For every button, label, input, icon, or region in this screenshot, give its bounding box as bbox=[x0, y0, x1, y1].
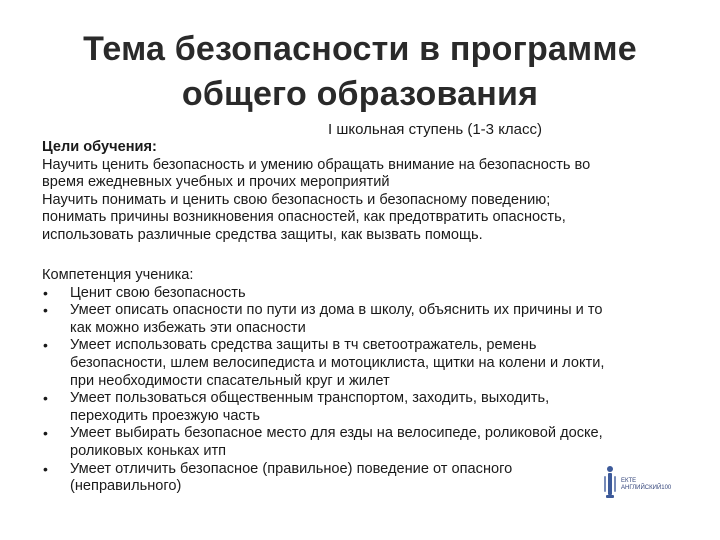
bullet-icon: • bbox=[43, 390, 48, 407]
learning-goals-line: понимать причины возникновения опасностей, как предотвратить опасность, bbox=[42, 209, 566, 226]
learning-goals bbox=[42, 139, 682, 245]
slide-title-line-2: общего образования bbox=[181, 75, 539, 113]
list-item-text: Умеет отличить безопасное (правильное) поведение от опасного bbox=[70, 460, 513, 477]
learning-goals-line: Научить ценить безопасность и умению обращать внимание на безопасность во bbox=[42, 156, 591, 173]
list-item-text: как можно избежать эти опасности bbox=[70, 319, 306, 336]
logo-text-line-1: ЕКТЕ bbox=[621, 478, 637, 484]
slide-title-line-1: Тема безопасности в программе bbox=[83, 30, 637, 68]
learning-goals-heading: Цели обучения: bbox=[42, 139, 157, 155]
bullet-icon: • bbox=[43, 425, 48, 442]
list-item bbox=[42, 285, 692, 303]
list-item-text: роликовых коньках итп bbox=[70, 442, 227, 459]
learning-goals-line: Научить понимать и ценить свою безопасность и безопасному поведению; bbox=[42, 191, 551, 208]
list-item-text: Умеет описать опасности по пути из дома в школу, объяснить их причины и то bbox=[70, 302, 603, 319]
list-item-text: безопасности, шлем велосипедиста и мотоциклиста, щитки на колени и локти, bbox=[70, 354, 605, 371]
list-item-text: переходить проезжую часть bbox=[70, 407, 261, 424]
list-item-text: (неправильного) bbox=[70, 478, 182, 495]
competence-heading: Компетенция ученика: bbox=[42, 267, 194, 283]
list-item bbox=[42, 461, 692, 496]
logo-text-line-2: АНГЛИЙСКИЙ100 bbox=[621, 485, 672, 491]
list-item-text: Умеет выбирать безопасное место для езды на велосипеде, роликовой доске, bbox=[70, 425, 603, 442]
logo-icon bbox=[596, 462, 686, 506]
competence-list bbox=[42, 285, 692, 496]
list-item-text: Умеет пользоваться общественным транспортом, заходить, выходить, bbox=[70, 390, 550, 407]
bullet-icon: • bbox=[43, 302, 48, 319]
list-item bbox=[42, 425, 692, 460]
list-item bbox=[42, 390, 692, 425]
school-stage-subtitle: I школьная ступень (1-3 класс) bbox=[327, 121, 543, 138]
list-item bbox=[42, 302, 692, 337]
list-item-text: при необходимости спасательный круг и жилет bbox=[70, 372, 390, 389]
learning-goals-line: использовать различные средства защиты, как вызвать помощь. bbox=[42, 226, 483, 243]
list-item bbox=[42, 337, 692, 390]
slide-title bbox=[0, 27, 720, 117]
bullet-icon: • bbox=[43, 284, 48, 301]
list-item-text: Ценит свою безопасность bbox=[70, 284, 246, 301]
bullet-icon: • bbox=[43, 337, 48, 354]
student-competence bbox=[42, 267, 692, 496]
bullet-icon: • bbox=[43, 460, 48, 477]
list-item-text: Умеет использовать средства защиты в тч светоотражатель, ремень bbox=[70, 337, 537, 354]
learning-goals-line: время ежедневных учебных и прочих мероприятий bbox=[42, 174, 390, 191]
